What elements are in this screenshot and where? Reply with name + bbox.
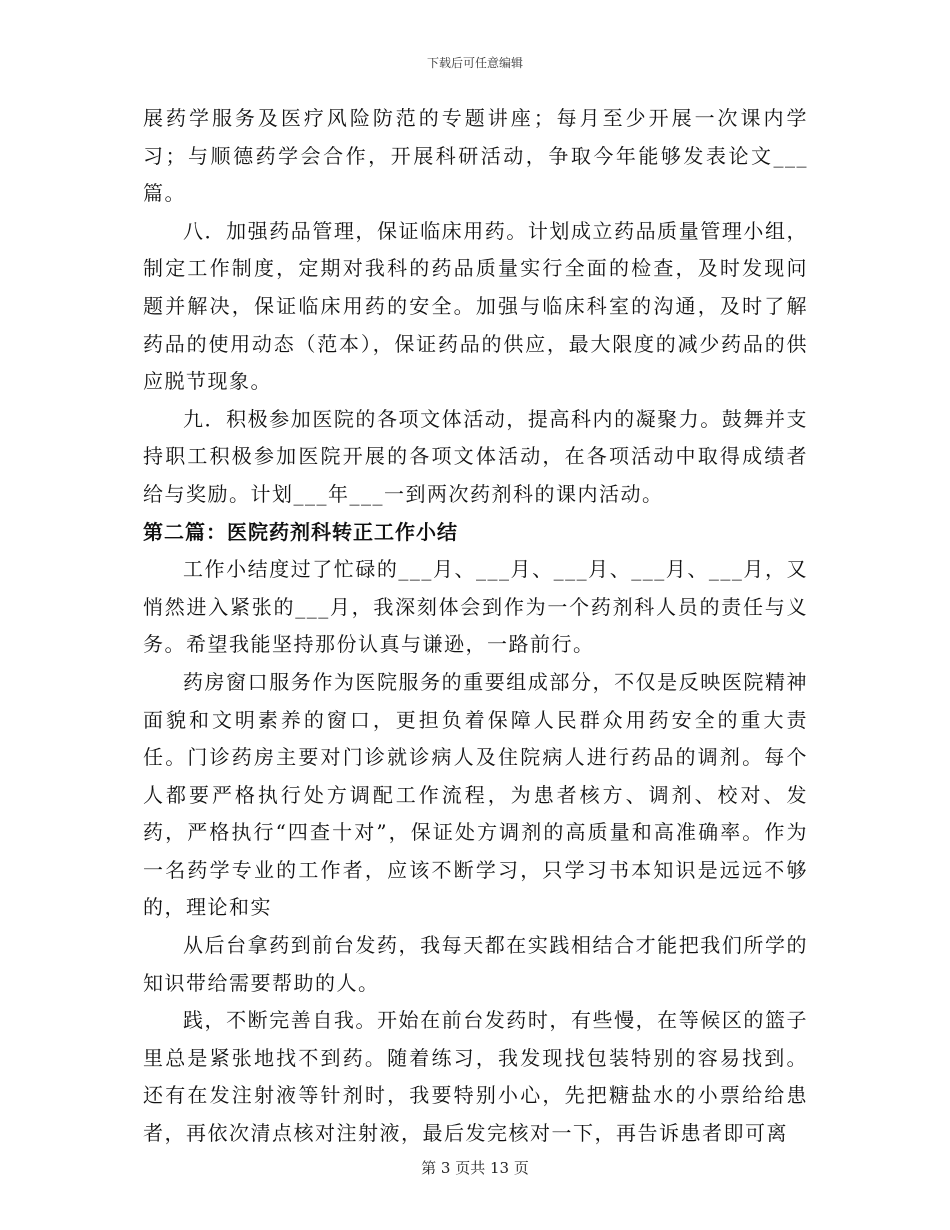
page-footer: 第 3 页共 13 页 [421, 1159, 529, 1177]
section-title: 第二篇：医院药剂科转正工作小结 [143, 519, 458, 544]
paragraph-continuation: 展药学服务及医疗风险防范的专题讲座；每月至少开展一次课内学习；与顺德药学会合作，开展科研活动，争取今年能够发表论文___篇。 [143, 106, 808, 206]
paragraph-self-improvement: 践，不断完善自我。开始在前台发药时，有些慢，在等候区的篮子里总是紧张地找不到药。随着练习，我发现找包装特别的容易找到。还有在发注射液等针剂时，我要特别小心，先把糖盐水的小票给给患者，再依次清点核对注射液，最后发完核对一下，再告诉患者即可离 [143, 1008, 808, 1146]
paragraph-practice: 从后台拿药到前台发药，我每天都在实践相结合才能把我们所学的知识带给需要帮助的人。 [143, 933, 808, 995]
paragraph-item-eight: 八．加强药品管理，保证临床用药。计划成立药品质量管理小组，制定工作制度，定期对我科的药品质量实行全面的检查，及时发现问题并解决，保证临床用药的安全。加强与临床科室的沟通，及时了解药品的使用动态（范本），保证药品的供应，最大限度的减少药品的供应脱节现象。 [143, 218, 808, 394]
paragraph-item-nine: 九．积极参加医院的各项文体活动，提高科内的凝聚力。鼓舞并支持职工积极参加医院开展的各项文体活动，在各项活动中取得成绩者给与奖励。计划___年___一到两次药剂科的课内活动。 [143, 406, 808, 506]
header-note: 下载后可任意编辑 [426, 56, 523, 70]
document-body [143, 100, 808, 1153]
paragraph-summary-intro: 工作小结度过了忙碌的___月、___月、___月、___月、___月，又悄然进入紧张的___月，我深刻体会到作为一个药剂科人员的责任与义务。希望我能坚持那份认真与谦逊，一路前行。 [143, 557, 808, 657]
paragraph-pharmacy-window: 药房窗口服务作为医院服务的重要组成部分，不仅是反映医院精神面貌和文明素养的窗口，更担负着保障人民群众用药安全的重大责任。门诊药房主要对门诊就诊病人及住院病人进行药品的调剂。每个人都要严格执行处方调配工作流程，为患者核方、调剂、校对、发药，严格执行“四查十对”，保证处方调剂的高质量和高准确率。作为一名药学专业的工作者，应该不断学习，只学习书本知识是远远不够的，理论和实 [143, 669, 808, 920]
